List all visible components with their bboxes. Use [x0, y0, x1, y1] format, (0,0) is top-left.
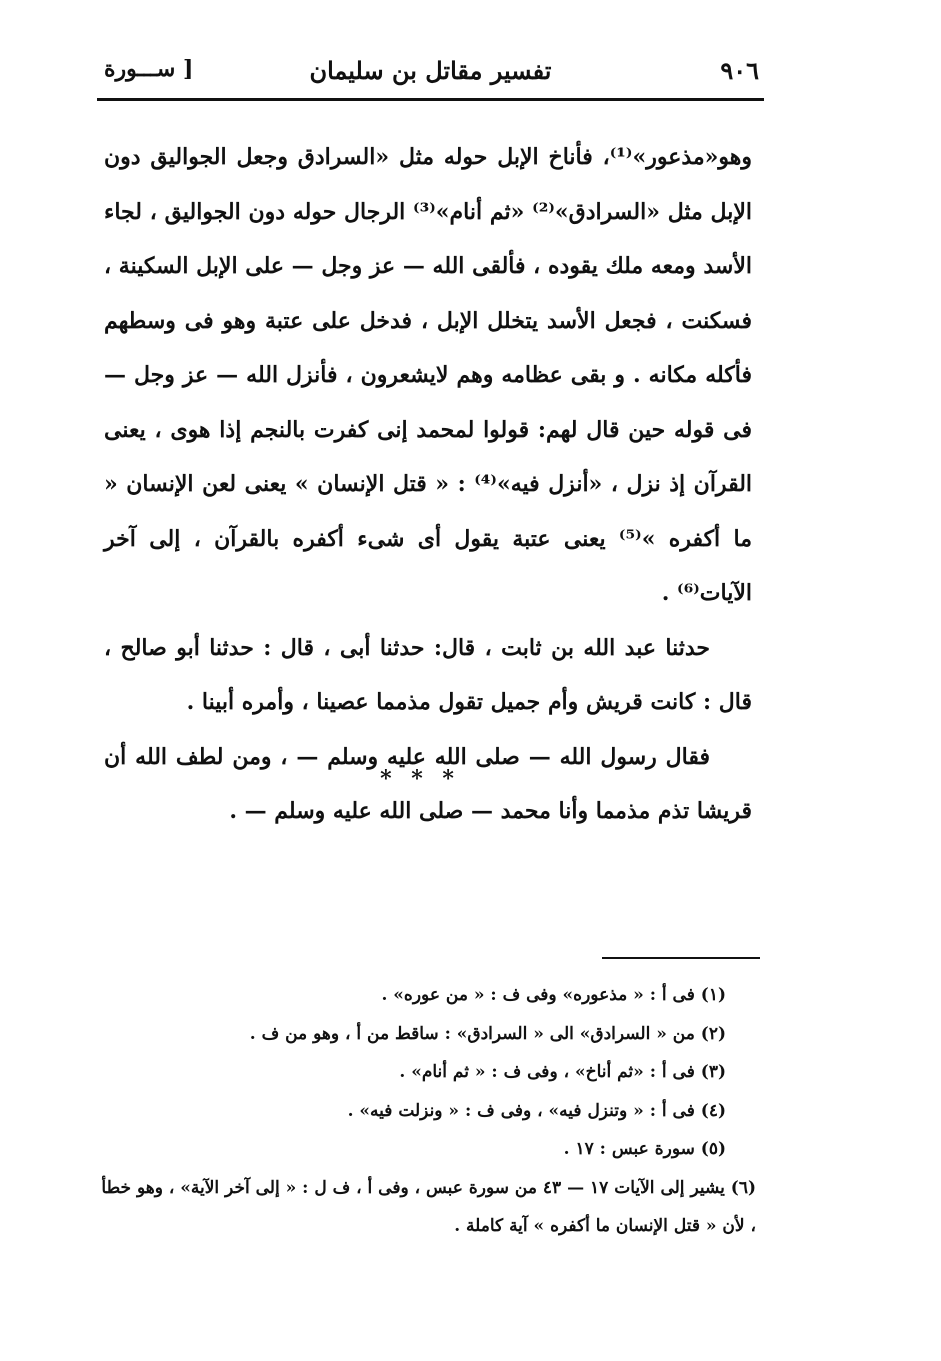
header-rule: [97, 98, 764, 101]
footnote: (٦) يشير إلى الآيات ١٧ — ٤٣ من سورة عبس ، وفى أ ، ف ل : « إلى آخر الآية» ، وهو خطأ ، لأن « قتل الإنسان ما أكفره » آية كاملة .: [101, 1177, 756, 1236]
running-title: تفسير مقاتل بن سليمان: [309, 56, 552, 85]
paragraph: حدثنا عبد الله بن ثابت ، قال: حدثنا أبى ، قال : حدثنا أبو صالح ، قال : كانت قريش وأم جميل تقول مذمما عصينا ، وأمره أبينا .: [104, 634, 752, 715]
page-header: [98, 52, 763, 96]
footnote: (٢) من « السرادق» الى « السرادق» : ساقط من أ ، وهو من ف .: [249, 1023, 726, 1044]
paragraph: فقال رسول الله — صلى الله عليه وسلم — ، ومن لطف الله أن قريشا تذم مذمما وأنا محمد — صلى الله عليه وسلم — .: [104, 743, 752, 824]
footnote: (٣) فى أ : «ثم أناخ» ، وفى ف : « ثم أنام» .: [399, 1062, 726, 1082]
paragraph: وهو«مذعور»⁽¹⁾، فأناخ الإبل حوله مثل «السرادق وجعل الجواليق دون الإبل مثل «السرادق»⁽²⁾ «ثم أنام»⁽³⁾ الرجال حوله دون الجواليق ، لجاء الأسد ومعه ملك يقوده ، فألقى الله — عز وجل — على الإبل السكينة ، فسكنت ، فجعل الأسد يتخلل الإبل ، فدخل على عتبة وهو فى وسطهم فأكله مكانه . و بقى عظامه وهم لايشعرون ، فأنزل الله — عز وجل — فى قوله حين قال لهم: قولوا لمحمد إنى كفرت بالنجم إذا هوى ، يعنى القرآن إذ نزل ، «أنزل فيه»⁽⁴⁾ : « قتل الإنسان » يعنى لعن الإنسان « ما أكفره »⁽⁵⁾ يعنى عتبة يقول أى شىء أكفره بالقرآن ، إلى آخر الآيات⁽⁶⁾ .: [104, 144, 753, 606]
footnote: (٤) فى أ : « وتنزل فيه» ، وفى ف : « ونزلت فيه» .: [347, 1100, 726, 1121]
main-text: [104, 130, 752, 839]
footnotes: [96, 976, 756, 1246]
surah-label: [ ســـورة: [104, 56, 194, 82]
section-separator: * * *: [380, 766, 460, 792]
page-number: ٩٠٦: [720, 56, 759, 85]
footnote: (١) فى أ : « مذعوره» وفى ف : « من عوره» .: [381, 985, 726, 1005]
footnote-rule: [602, 957, 760, 959]
footnote: (٥) سورة عبس : ١٧ .: [563, 1139, 726, 1159]
